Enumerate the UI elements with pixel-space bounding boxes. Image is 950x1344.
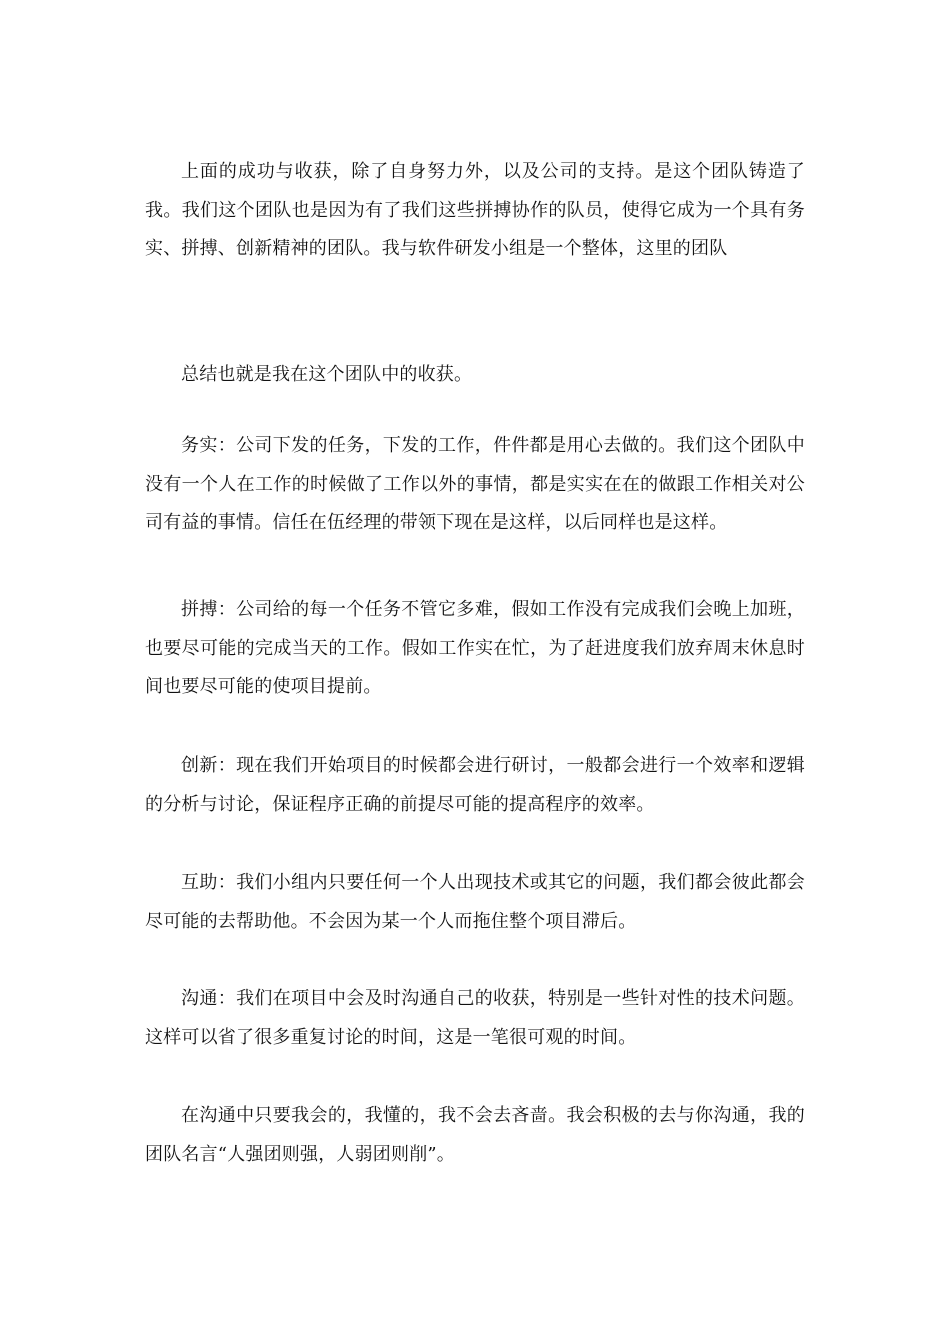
paragraph-hardworking: 拼搏：公司给的每一个任务不管它多难，假如工作没有完成我们会晚上加班，也要尽可能的完成当天的工作。假如工作实在忙，为了赶进度我们放弃周末休息时间也要尽可能的使项目提前。 bbox=[145, 599, 805, 697]
paragraph-summary: 总结也就是我在这个团队中的收获。 bbox=[181, 364, 473, 385]
document-page bbox=[145, 0, 805, 1344]
paragraph-communication: 沟通：我们在项目中会及时沟通自己的收获，特别是一些针对性的技术问题。这样可以省了很多重复讨论的时间，这是一笔很可观的时间。 bbox=[145, 988, 805, 1048]
paragraph-mutual-help: 互助：我们小组内只要任何一个人出现技术或其它的问题，我们都会彼此都会尽可能的去帮助他。不会因为某一个人而拖住整个项目滞后。 bbox=[145, 872, 805, 932]
paragraph-team-success: 上面的成功与收获，除了自身努力外，以及公司的支持。是这个团队铸造了我。我们这个团队也是因为有了我们这些拼搏协作的队员，使得它成为一个具有务实、拼搏、创新精神的团队。我与软件研发小组是一个整体，这里的团队 bbox=[145, 161, 805, 259]
paragraph-innovation: 创新：现在我们开始项目的时候都会进行研讨，一般都会进行一个效率和逻辑的分析与讨论，保证程序正确的前提尽可能的提高程序的效率。 bbox=[145, 755, 805, 815]
paragraph-team-motto: 在沟通中只要我会的，我懂的，我不会去吝啬。我会积极的去与你沟通，我的团队名言“人强团则强，人弱团则削”。 bbox=[145, 1105, 805, 1165]
paragraph-pragmatic: 务实：公司下发的任务，下发的工作，件件都是用心去做的。我们这个团队中没有一个人在工作的时候做了工作以外的事情，都是实实在在的做跟工作相关对公司有益的事情。信任在伍经理的带领下现在是这样，以后同样也是这样。 bbox=[145, 435, 805, 533]
